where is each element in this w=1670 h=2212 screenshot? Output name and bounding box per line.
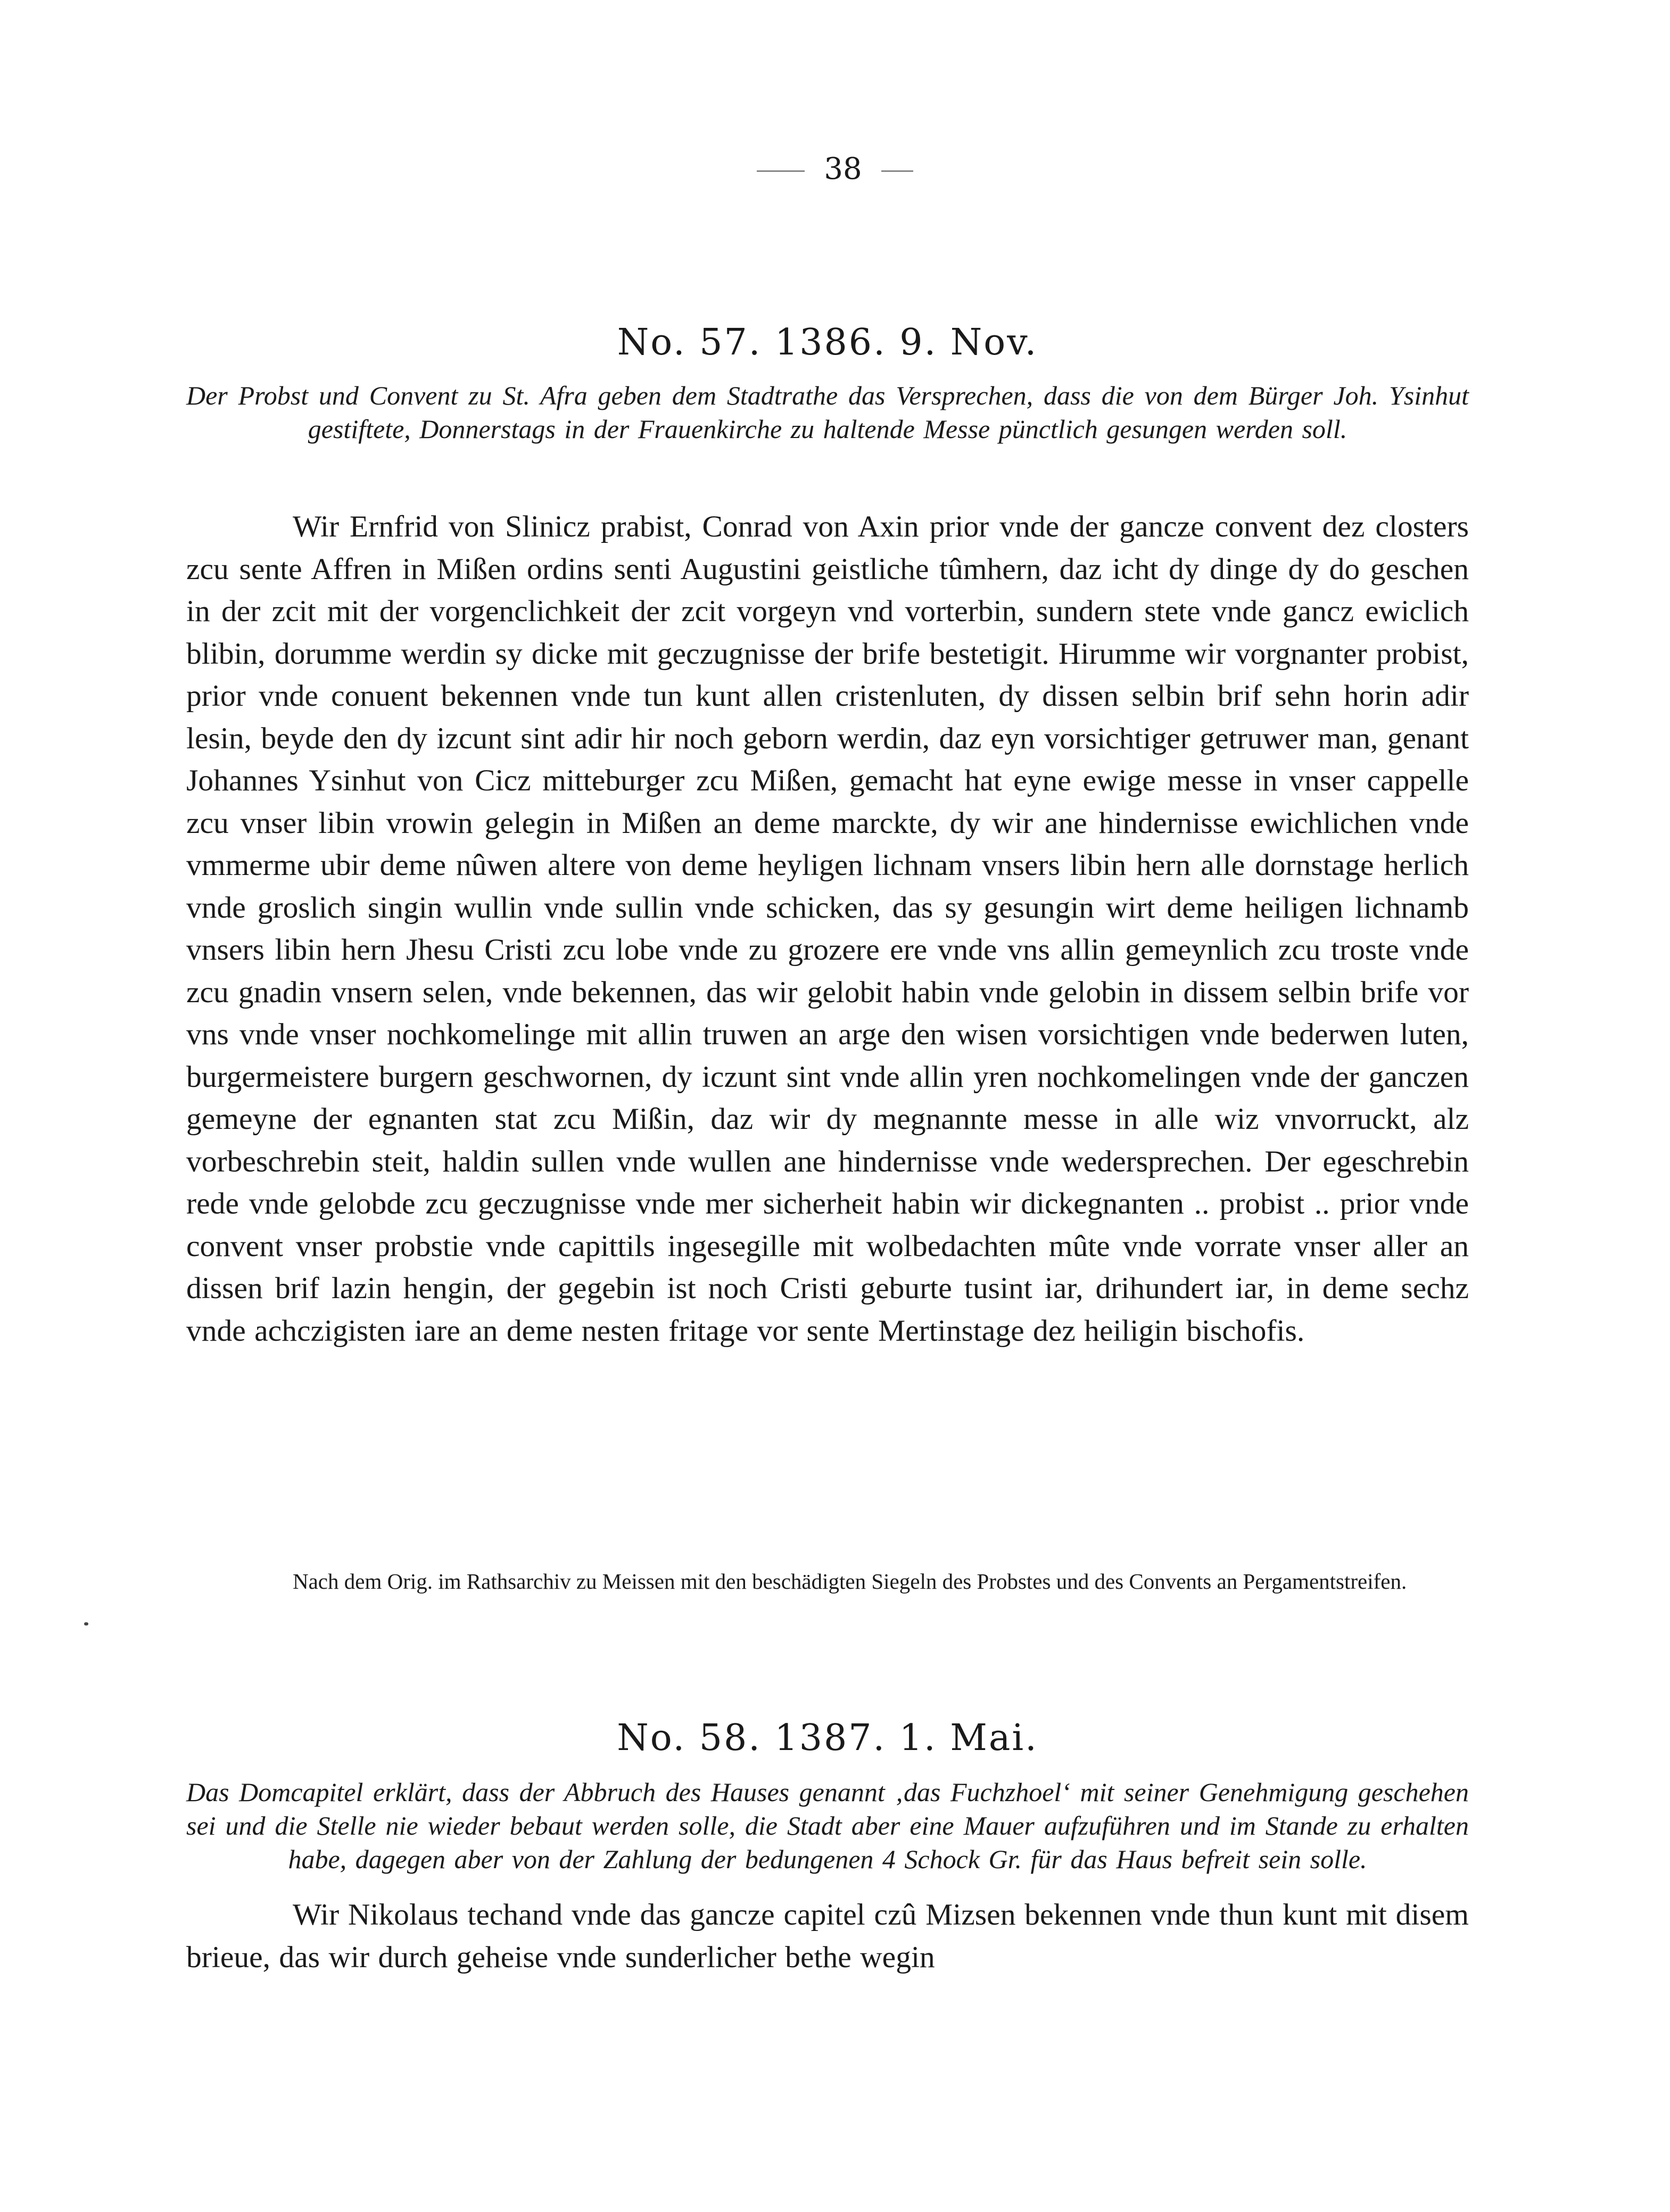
header-rule-left <box>757 170 805 172</box>
page-number: 38 <box>824 152 862 186</box>
doc-57-source-note: Nach dem Orig. im Rathsarchiv zu Meissen mit den beschädigten Siegeln des Probstes und des Convents an Pergamentstreifen. <box>293 1569 1407 1594</box>
print-speck <box>84 1622 88 1625</box>
doc-57-heading: No. 57. 1386. 9. Nov. <box>617 321 1038 364</box>
doc-58-heading: No. 58. 1387. 1. Mai. <box>617 1717 1038 1759</box>
header-rule-right <box>881 170 913 172</box>
page-header <box>0 154 1670 184</box>
doc-58-summary: Das Domcapitel erklärt, dass der Abbruch des Hauses genannt ‚das Fuchzhoel‘ mit seiner Genehmigung geschehen sei und die Stelle nie wieder bebaut werden solle, die Stadt aber eine Mauer aufzuführen und im Stande zu erhalten habe, dagegen aber von der Zahlung der bedungenen 4 Schock Gr. für das Haus befreit sein solle. <box>186 1777 1469 1874</box>
doc-58-body: Wir Nikolaus techand vnde das gancze capitel czû Mizsen bekennen vnde thun kunt mit disem brieue, das wir durch geheise vnde sunderlicher bethe wegin <box>186 1898 1469 1974</box>
doc-57-summary: Der Probst und Convent zu St. Afra geben dem Stadtrathe das Versprechen, dass die von dem Bürger Joh. Ysinhut gestiftete, Donnerstags in der Frauenkirche zu haltende Messe pünctlich gesungen werden soll. <box>186 381 1469 444</box>
doc-57-body: Wir Ernfrid von Slinicz prabist, Conrad von Axin prior vnde der gancze convent dez closters zcu sente Affren in Mißen ordins senti Augustini geistliche tûmhern, daz icht dy dinge dy do geschen in der zcit mit der vorgenclichkeit der zcit vorgeyn vnd vorterbin, sundern stete vnde gancz ewiclich blibin, dorumme werdin sy dicke mit geczugnisse der brife bestetigit. Hirumme wir vorgnanter probist, prior vnde conuent bekennen vnde tun kunt allen cristenluten, dy dissen selbin brif sehn horin adir lesin, beyde den dy izcunt sint adir hir noch geborn werdin, daz eyn vorsichtiger getruwer man, genant Johannes Ysinhut von Cicz mitteburger zcu Mißen, gemacht hat eyne ewige messe in vnser cappelle zcu vnser libin vrowin gelegin in Mißen an deme marckte, dy wir ane hindernisse ewichlichen vnde vmmerme ubir deme nûwen altere von deme heyligen lichnam vnsers libin hern alle dornstage herlich vnde groslich singin wullin vnde sullin vnde schicken, das sy gesungin wirt deme heiligen lichnamb vnsers libin hern Jhesu Cristi zcu lobe vnde zu grozere ere vnde vns allin gemeynlich zcu troste vnde zcu gnadin vnsern selen, vnde bekennen, das wir gelobit habin vnde gelobin in dissem selbin brife vor vns vnde vnser nochkomelinge mit allin truwen an arge den wisen vorsichtigen vnde bederwen luten, burgermeistere burgern geschwornen, dy iczunt sint vnde allin yren nochkomelingen vnde der ganczen gemeyne der egnanten stat zcu Mißin, daz wir dy megnannte messe in alle wiz vnvorruckt, alz vorbeschrebin steit, haldin sullen vnde wullen ane hindernisse vnde wedersprechen. Der egeschrebin rede vnde gelobde zcu geczugnisse vnde mer sicherheit habin wir dickegnanten .. probist .. prior vnde convent vnser probstie vnde capittils ingesegille mit wolbedachten mûte vnde vorrate vnser aller an dissen brif lazin hengin, der gegebin ist noch Cristi geburte tusint iar, drihundert iar, in deme sechz vnde achczigisten iare an deme nesten fritage vor sente Mertinstage dez heiligin bischofis. <box>186 510 1469 1348</box>
